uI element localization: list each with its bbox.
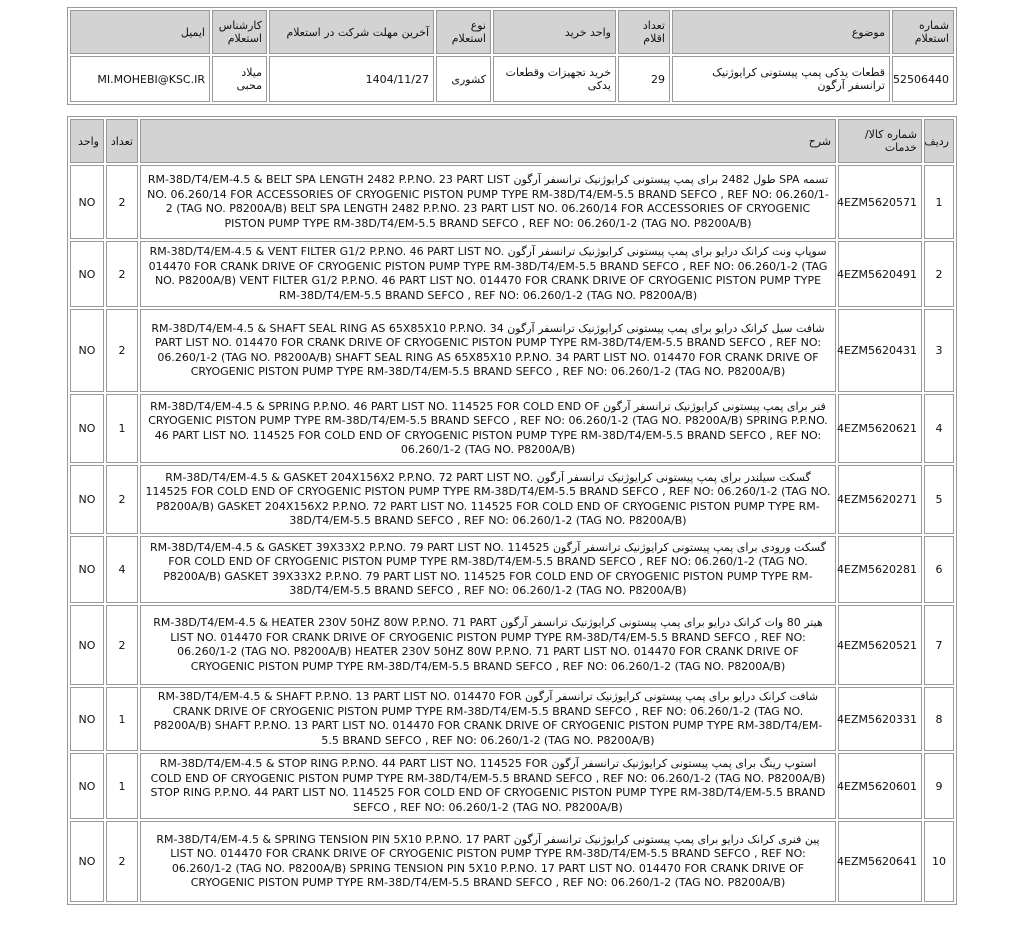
table-row [70, 821, 954, 902]
inquiry-value: میلاد محبی [212, 56, 267, 102]
item-quantity: 2 [106, 821, 138, 902]
item-description: گسکت ورودی برای پمپ پیستونی کرایوژنیک ترانسفر آرگون RM-38D/T4/EM-4.5 & GASKET 39X33X2 P.P.NO. 79 PART LIST NO. 114525 FOR COLD END OF CRYOGENIC PISTON PUMP TYPE RM-38D/T4/EM-5.5 BRAND SEFCO , REF NO: 06.260/1-2 (TAG NO. P8200A/B) GASKET 39X33X2 P.P.NO. 79 PART LIST NO. 114525 FOR COLD END OF CRYOGENIC PISTON PUMP TYPE RM-38D/T4/EM-5.5 BRAND SEFCO , REF NO: 06.260/1-2 (TAG NO. P8200A/B) [140, 536, 836, 603]
item-description: تسمه SPA طول 2482 برای پمپ پیستونی کرایوژنیک ترانسفر آرگون RM-38D/T4/EM-4.5 & BELT SPA LENGTH 2482 P.P.NO. 23 PART LIST NO. 06.260/14 FOR ACCESSORIES OF CRYOGENIC PISTON PUMP TYPE RM-38D/T4/EM-5.5 BRAND SEFCO , REF NO: 06.260/1-2 (TAG NO. P8200A/B) BELT SPA LENGTH 2482 P.P.NO. 23 PART LIST NO. 06.260/14 FOR ACCESSORIES OF CRYOGENIC PISTON PUMP TYPE RM-38D/T4/EM-5.5 BRAND SEFCO , REF NO: 06.260/1-2 (TAG NO. P8200A/B) [140, 165, 836, 239]
row-number: 4 [924, 394, 954, 463]
table-row [70, 605, 954, 685]
inquiry-value: 1404/11/27 [269, 56, 434, 102]
item-unit: NO [70, 753, 104, 819]
inquiry-summary-table [67, 7, 957, 105]
item-description: هیتر 80 وات کرانک درایو برای پمپ پیستونی کرایوژنیک ترانسفر آرگون RM-38D/T4/EM-4.5 & HEATER 230V 50HZ 80W P.P.NO. 71 PART LIST NO. 014470 FOR CRANK DRIVE OF CRYOGENIC PISTON PUMP TYPE RM-38D/T4/EM-5.5 BRAND SEFCO , REF NO: 06.260/1-2 (TAG NO. P8200A/B) HEATER 230V 50HZ 80W P.P.NO. 71 PART LIST NO. 014470 FOR CRANK DRIVE OF CRYOGENIC PISTON PUMP TYPE RM-38D/T4/EM-5.5 BRAND SEFCO , REF NO: 06.260/1-2 (TAG NO. P8200A/B) [140, 605, 836, 685]
table-row [70, 309, 954, 392]
item-description: سوپاپ ونت کرانک درایو برای پمپ پیستونی کرایوژنیک ترانسفر آرگون RM-38D/T4/EM-4.5 & VENT FILTER G1/2 P.P.NO. 46 PART LIST NO. 014470 FOR CRANK DRIVE OF CRYOGENIC PISTON PUMP TYPE RM-38D/T4/EM-5.5 BRAND SEFCO , REF NO: 06.260/1-2 (TAG NO. P8200A/B) VENT FILTER G1/2 P.P.NO. 46 PART LIST NO. 014470 FOR CRANK DRIVE OF CRYOGENIC PISTON PUMP TYPE RM-38D/T4/EM-5.5 BRAND SEFCO , REF NO: 06.260/1-2 (TAG NO. P8200A/B) [140, 241, 836, 307]
inquiry-header: تعداد اقلام [618, 10, 670, 54]
item-description: استوپ رینگ برای پمپ پیستونی کرایوژنیک ترانسفر آرگون RM-38D/T4/EM-4.5 & STOP RING P.P.NO. 44 PART LIST NO. 114525 FOR COLD END OF CRYOGENIC PISTON PUMP TYPE RM-38D/T4/EM-5.5 BRAND SEFCO , REF NO: 06.260/1-2 (TAG NO. P8200A/B) STOP RING P.P.NO. 44 PART LIST NO. 114525 FOR COLD END OF CRYOGENIC PISTON PUMP TYPE RM-38D/T4/EM-5.5 BRAND SEFCO , REF NO: 06.260/1-2 (TAG NO. P8200A/B) [140, 753, 836, 819]
item-unit: NO [70, 465, 104, 534]
row-number: 6 [924, 536, 954, 603]
table-row [70, 241, 954, 307]
item-unit: NO [70, 536, 104, 603]
item-code: 4EZM5620601 [838, 753, 922, 819]
inquiry-value: 29 [618, 56, 670, 102]
item-unit: NO [70, 309, 104, 392]
inquiry-value: 52506440 [892, 56, 954, 102]
item-quantity: 1 [106, 753, 138, 819]
table-row [70, 753, 954, 819]
items-header: شرح [140, 119, 836, 163]
inquiry-value: MI.MOHEBI@KSC.IR [70, 56, 210, 102]
row-number: 7 [924, 605, 954, 685]
item-unit: NO [70, 165, 104, 239]
inquiry-header: نوع استعلام [436, 10, 491, 54]
item-description: گسکت سیلندر برای پمپ پیستونی کرایوژنیک ترانسفر آرگون RM-38D/T4/EM-4.5 & GASKET 204X156X2 P.P.NO. 72 PART LIST NO. 114525 FOR COLD END OF CRYOGENIC PISTON PUMP TYPE RM-38D/T4/EM-5.5 BRAND SEFCO , REF NO: 06.260/1-2 (TAG NO. P8200A/B) GASKET 204X156X2 P.P.NO. 72 PART LIST NO. 114525 FOR COLD END OF CRYOGENIC PISTON PUMP TYPE RM-38D/T4/EM-5.5 BRAND SEFCO , REF NO: 06.260/1-2 (TAG NO. P8200A/B) [140, 465, 836, 534]
item-unit: NO [70, 687, 104, 751]
item-quantity: 2 [106, 605, 138, 685]
item-code: 4EZM5620331 [838, 687, 922, 751]
item-quantity: 2 [106, 309, 138, 392]
row-number: 5 [924, 465, 954, 534]
item-quantity: 2 [106, 241, 138, 307]
row-number: 9 [924, 753, 954, 819]
item-code: 4EZM5620271 [838, 465, 922, 534]
item-quantity: 2 [106, 165, 138, 239]
inquiry-header: موضوع [672, 10, 890, 54]
table-row [70, 536, 954, 603]
row-number: 3 [924, 309, 954, 392]
inquiry-value: قطعات یدکی پمپ پیستونی کرایوژنیک ترانسفر آرگون [672, 56, 890, 102]
row-number: 2 [924, 241, 954, 307]
item-quantity: 4 [106, 536, 138, 603]
item-quantity: 2 [106, 465, 138, 534]
inquiry-header: آخرین مهلت شرکت در استعلام [269, 10, 434, 54]
item-description: شافت سیل کرانک درایو برای پمپ پیستونی کرایوژنیک ترانسفر آرگون RM-38D/T4/EM-4.5 & SHAFT SEAL RING AS 65X85X10 P.P.NO. 34 PART LIST NO. 014470 FOR CRANK DRIVE OF CRYOGENIC PISTON PUMP TYPE RM-38D/T4/EM-5.5 BRAND SEFCO , REF NO: 06.260/1-2 (TAG NO. P8200A/B) SHAFT SEAL RING AS 65X85X10 P.P.NO. 34 PART LIST NO. 014470 FOR CRANK DRIVE OF CRYOGENIC PISTON PUMP TYPE RM-38D/T4/EM-5.5 BRAND SEFCO , REF NO: 06.260/1-2 (TAG NO. P8200A/B) [140, 309, 836, 392]
table-row [70, 394, 954, 463]
items-table [67, 116, 957, 905]
item-quantity: 1 [106, 687, 138, 751]
item-code: 4EZM5620621 [838, 394, 922, 463]
inquiry-header: شماره استعلام [892, 10, 954, 54]
item-code: 4EZM5620571 [838, 165, 922, 239]
row-number: 10 [924, 821, 954, 902]
item-quantity: 1 [106, 394, 138, 463]
items-header: واحد [70, 119, 104, 163]
items-header: ردیف [924, 119, 954, 163]
item-code: 4EZM5620521 [838, 605, 922, 685]
inquiry-value: کشوری [436, 56, 491, 102]
inquiry-header: کارشناس استعلام [212, 10, 267, 54]
inquiry-header: ایمیل [70, 10, 210, 54]
item-description: پین فنری کرانک درایو برای پمپ پیستونی کرایوژنیک ترانسفر آرگون RM-38D/T4/EM-4.5 & SPRING TENSION PIN 5X10 P.P.NO. 17 PART LIST NO. 014470 FOR CRANK DRIVE OF CRYOGENIC PISTON PUMP TYPE RM-38D/T4/EM-5.5 BRAND SEFCO , REF NO: 06.260/1-2 (TAG NO. P8200A/B) SPRING TENSION PIN 5X10 P.P.NO. 17 PART LIST NO. 014470 FOR CRANK DRIVE OF CRYOGENIC PISTON PUMP TYPE RM-38D/T4/EM-5.5 BRAND SEFCO , REF NO: 06.260/1-2 (TAG NO. P8200A/B) [140, 821, 836, 902]
item-unit: NO [70, 394, 104, 463]
item-code: 4EZM5620491 [838, 241, 922, 307]
item-unit: NO [70, 241, 104, 307]
item-description: شافت کرانک درایو برای پمپ پیستونی کرایوژنیک ترانسفر آرگون RM-38D/T4/EM-4.5 & SHAFT P.P.NO. 13 PART LIST NO. 014470 FOR CRANK DRIVE OF CRYOGENIC PISTON PUMP TYPE RM-38D/T4/EM-5.5 BRAND SEFCO , REF NO: 06.260/1-2 (TAG NO. P8200A/B) SHAFT P.P.NO. 13 PART LIST NO. 014470 FOR CRANK DRIVE OF CRYOGENIC PISTON PUMP TYPE RM-38D/T4/EM-5.5 BRAND SEFCO , REF NO: 06.260/1-2 (TAG NO. P8200A/B) [140, 687, 836, 751]
item-unit: NO [70, 605, 104, 685]
items-header: تعداد [106, 119, 138, 163]
item-code: 4EZM5620641 [838, 821, 922, 902]
table-row [70, 687, 954, 751]
item-code: 4EZM5620431 [838, 309, 922, 392]
inquiry-header: واحد خرید [493, 10, 616, 54]
row-number: 8 [924, 687, 954, 751]
inquiry-value: خرید تجهیزات وقطعات یدکی [493, 56, 616, 102]
item-unit: NO [70, 821, 104, 902]
items-header: شماره کالا/خدمات [838, 119, 922, 163]
row-number: 1 [924, 165, 954, 239]
table-row [70, 465, 954, 534]
item-code: 4EZM5620281 [838, 536, 922, 603]
item-description: فنر برای پمپ پیستونی کرایوژنیک ترانسفر آرگون RM-38D/T4/EM-4.5 & SPRING P.P.NO. 46 PART LIST NO. 114525 FOR COLD END OF CRYOGENIC PISTON PUMP TYPE RM-38D/T4/EM-5.5 BRAND SEFCO , REF NO: 06.260/1-2 (TAG NO. P8200A/B) SPRING P.P.NO. 46 PART LIST NO. 114525 FOR COLD END OF CRYOGENIC PISTON PUMP TYPE RM-38D/T4/EM-5.5 BRAND SEFCO , REF NO: 06.260/1-2 (TAG NO. P8200A/B) [140, 394, 836, 463]
table-row [70, 165, 954, 239]
